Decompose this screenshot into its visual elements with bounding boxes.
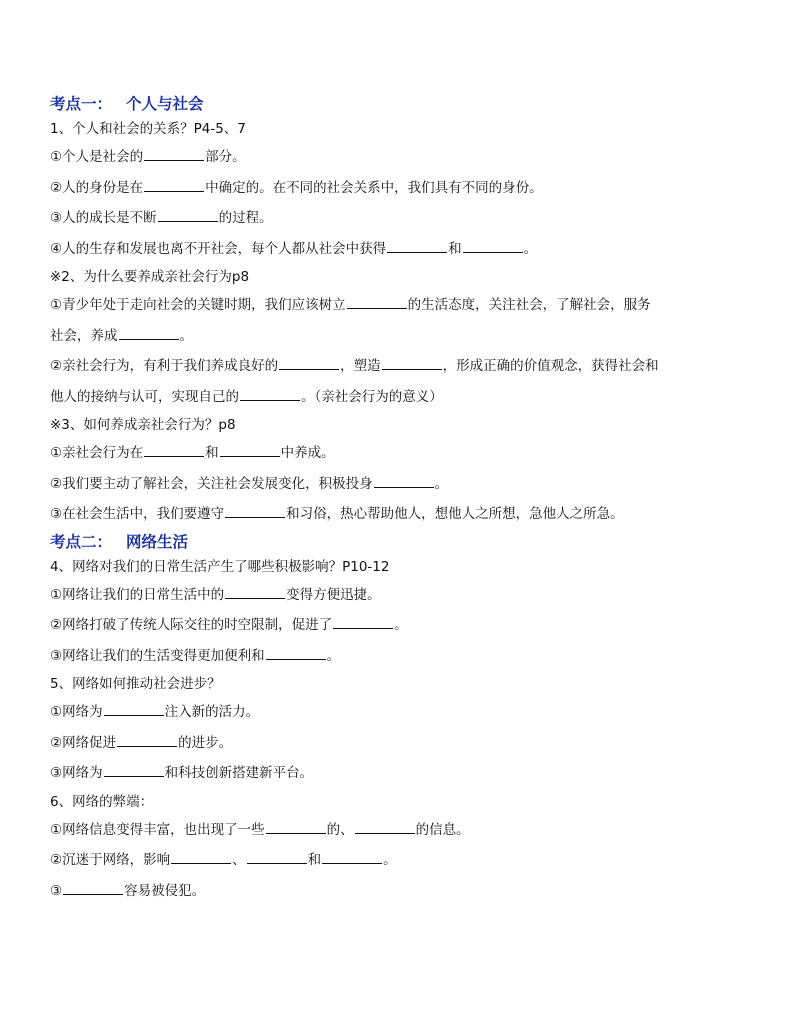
answer-line [50, 382, 750, 413]
fill-in-blank[interactable] [144, 190, 204, 192]
answer-line [50, 499, 750, 530]
line-text: ③网络为 [50, 765, 103, 781]
line-text: 和 [448, 240, 462, 257]
line-text: 。 [179, 327, 193, 344]
answer-line [50, 697, 750, 728]
fill-in-blank[interactable] [374, 486, 434, 488]
line-text: ①网络信息变得丰富，也出现了一些 [50, 821, 265, 838]
answer-line [50, 580, 750, 611]
fill-in-blank[interactable] [158, 220, 218, 222]
heading-label: 考点二： [50, 531, 113, 551]
section-heading [50, 530, 750, 554]
fill-in-blank[interactable] [104, 714, 164, 716]
line-text: 他人的接纳与认可，实现自己的 [50, 388, 239, 405]
line-text: 变得方便迅捷。 [286, 586, 381, 603]
fill-in-blank[interactable] [247, 862, 307, 864]
line-text: ③人的成长是不断 [50, 210, 157, 226]
question-line [50, 789, 750, 815]
line-text: ①网络为 [50, 704, 103, 720]
line-text: 4、网络对我们的日常生活产生了哪些积极影响？P10-12 [50, 558, 390, 575]
answer-line [50, 876, 750, 907]
answer-line [50, 469, 750, 500]
line-text: 容易被侵犯。 [124, 882, 206, 899]
fill-in-blank[interactable] [279, 368, 339, 370]
line-text: 。 [523, 240, 538, 257]
line-text: 和 [205, 445, 219, 461]
line-text: 。（亲社会行为的意义） [301, 388, 443, 405]
line-text: ①青少年处于走向社会的关键时期，我们应该树立 [50, 297, 346, 313]
line-text: ③ [50, 882, 63, 899]
fill-in-blank[interactable] [117, 745, 177, 747]
fill-in-blank[interactable] [322, 862, 382, 864]
answer-line [50, 234, 750, 265]
answer-line [50, 173, 750, 204]
fill-in-blank[interactable] [387, 251, 447, 253]
line-text: 的信息。 [415, 821, 470, 838]
line-text: ③在社会生活中，我们要遵守 [50, 506, 225, 522]
line-text: ②我们要主动了解社会，关注社会发展变化，积极投身 [50, 475, 373, 492]
line-text: 、 [232, 852, 246, 868]
line-text: ※3、如何养成亲社会行为？p8 [50, 417, 236, 433]
fill-in-blank[interactable] [225, 597, 285, 599]
fill-in-blank[interactable] [171, 862, 231, 864]
line-text: ①个人是社会的 [50, 149, 144, 165]
line-text: 社会，养成 [50, 327, 118, 344]
answer-line [50, 351, 750, 382]
fill-in-blank[interactable] [220, 455, 280, 457]
line-text: ①网络让我们的日常生活中的 [50, 586, 225, 603]
line-text: 的生活态度，关注社会，了解社会，服务 [407, 297, 651, 313]
line-text: 和习俗，热心帮助他人，想他人之所想，急他人之所急。 [286, 506, 624, 522]
line-text: 6、网络的弊端： [50, 793, 154, 810]
line-text: 中确定的。在不同的社会关系中，我们具有不同的身份。 [205, 179, 543, 196]
line-text: 部分。 [205, 149, 246, 165]
fill-in-blank[interactable] [333, 627, 393, 629]
line-text: ②沉迷于网络，影响 [50, 852, 171, 868]
answer-line [50, 641, 750, 672]
fill-in-blank[interactable] [266, 658, 326, 660]
question-line [50, 554, 750, 580]
line-text: 和科技创新搭建新平台。 [164, 765, 314, 781]
line-text: ③网络让我们的生活变得更加便利和 [50, 647, 265, 664]
fill-in-blank[interactable] [104, 775, 164, 777]
fill-in-blank[interactable] [382, 368, 442, 370]
answer-line [50, 203, 750, 234]
heading-label: 考点一： [50, 94, 113, 113]
line-text: 。 [434, 475, 449, 492]
line-text: ④人的生存和发展也离不开社会，每个人都从社会中获得 [50, 240, 387, 257]
heading-topic: 个人与社会 [126, 94, 204, 113]
answer-line [50, 728, 750, 759]
fill-in-blank[interactable] [240, 399, 300, 401]
fill-in-blank[interactable] [266, 832, 326, 834]
answer-line [50, 845, 750, 876]
line-text: ①亲社会行为在 [50, 445, 144, 461]
line-text: ②人的身份是在 [50, 179, 144, 196]
answer-line [50, 815, 750, 846]
fill-in-blank[interactable] [63, 893, 123, 895]
line-text: 1、个人和社会的关系？P4-5、7 [50, 121, 246, 137]
line-text: 中养成。 [280, 445, 335, 461]
line-text: 5、网络如何推动社会进步？ [50, 676, 221, 692]
question-line [50, 412, 750, 438]
line-text: 的、 [326, 821, 354, 838]
line-text: ，塑造 [340, 358, 381, 374]
line-text: 注入新的活力。 [164, 704, 260, 720]
answer-line [50, 438, 750, 469]
fill-in-blank[interactable] [355, 832, 415, 834]
line-text: 的过程。 [218, 210, 273, 226]
answer-line [50, 610, 750, 641]
document-content [50, 92, 750, 906]
line-text: 的进步。 [178, 734, 233, 751]
line-text: ，形成正确的价值观念，获得社会和 [442, 358, 659, 374]
answer-line [50, 290, 750, 321]
question-line [50, 671, 750, 697]
line-text: ②网络打破了传统人际交往的时空限制，促进了 [50, 617, 333, 633]
fill-in-blank[interactable] [347, 307, 407, 309]
question-line [50, 116, 750, 142]
answer-line [50, 321, 750, 352]
fill-in-blank[interactable] [119, 338, 179, 340]
line-text: ※2、为什么要养成亲社会行为p8 [50, 269, 250, 285]
fill-in-blank[interactable] [463, 251, 523, 253]
question-line [50, 264, 750, 290]
answer-line [50, 142, 750, 173]
line-text: 。 [383, 852, 397, 868]
line-text: 和 [307, 852, 322, 868]
section-heading [50, 92, 750, 116]
fill-in-blank[interactable] [225, 516, 285, 518]
line-text: ②网络促进 [50, 734, 117, 751]
heading-topic: 网络生活 [126, 531, 189, 551]
fill-in-blank[interactable] [144, 159, 204, 161]
fill-in-blank[interactable] [144, 455, 204, 457]
answer-line [50, 758, 750, 789]
line-text: 。 [326, 647, 341, 664]
line-text: ②亲社会行为，有利于我们养成良好的 [50, 358, 279, 374]
line-text: 。 [394, 617, 408, 633]
